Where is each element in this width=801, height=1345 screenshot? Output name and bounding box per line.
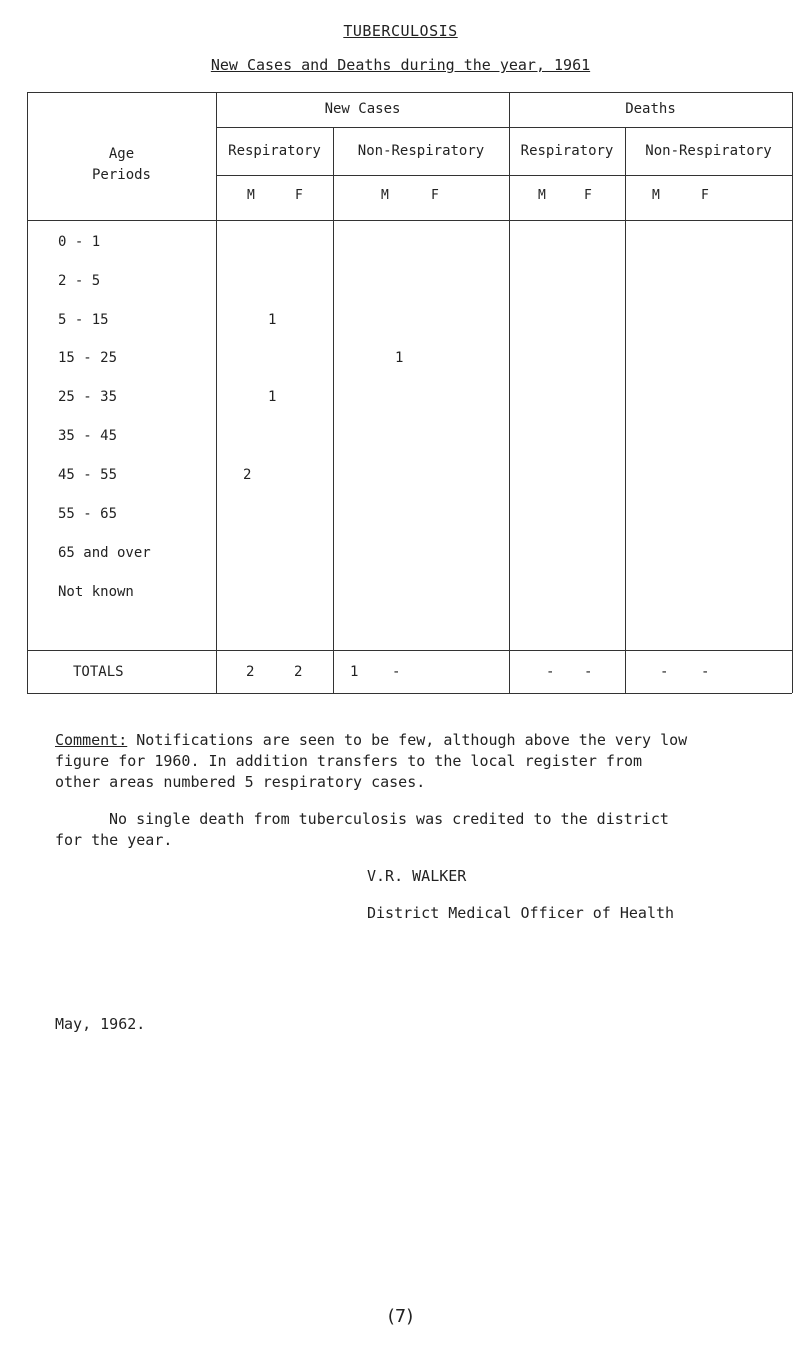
nc-resp-value: 1 — [268, 312, 277, 328]
age-cell: 65 and over — [58, 545, 151, 561]
nc-nonresp-value: 1 — [395, 350, 404, 366]
signature-title: District Medical Officer of Health — [367, 904, 675, 922]
comment-line-3: other areas numbered 5 respiratory cases. — [55, 773, 426, 791]
total-nc-resp-m: 2 — [246, 664, 255, 680]
total-d-resp-f: - — [584, 664, 593, 680]
d-non-respiratory-header: Non-Respiratory — [645, 143, 772, 159]
comment-line-2: figure for 1960. In addition transfers to the local register from — [55, 752, 642, 770]
total-nc-nonresp-m: 1 — [350, 664, 359, 680]
age-cell: 2 - 5 — [58, 273, 101, 289]
d-nonresp-f-label: F — [701, 188, 709, 203]
paragraph-2-line-2: for the year. — [55, 831, 173, 849]
d-resp-f-label: F — [584, 188, 592, 203]
nc-resp-value: 1 — [268, 389, 277, 405]
d-respiratory-header: Respiratory — [520, 143, 614, 159]
page-number: (7) — [387, 1306, 414, 1327]
total-d-resp-m: - — [546, 664, 555, 680]
comment-text-1: Notifications are seen to be few, although above the very low — [127, 731, 688, 749]
age-header: Age — [108, 146, 135, 162]
age-cell: 0 - 1 — [58, 234, 101, 250]
age-cell: 35 - 45 — [58, 428, 118, 444]
page-title: TUBERCULOSIS — [343, 22, 458, 40]
nc-nonresp-m-label: M — [381, 188, 389, 203]
signature-name: V.R. WALKER — [367, 867, 467, 885]
age-cell: 15 - 25 — [58, 350, 118, 366]
age-cell: Not known — [58, 584, 134, 600]
total-d-nonresp-m: - — [660, 664, 669, 680]
total-nc-nonresp-f: - — [392, 664, 401, 680]
page-subtitle: New Cases and Deaths during the year, 1961 — [210, 56, 591, 74]
nc-respiratory-header: Respiratory — [228, 143, 321, 159]
nc-nonresp-f-label: F — [431, 188, 439, 203]
nc-resp-m-label: M — [247, 188, 255, 203]
age-cell: 5 - 15 — [58, 312, 109, 328]
d-nonresp-m-label: M — [652, 188, 660, 203]
total-nc-resp-f: 2 — [294, 664, 303, 680]
nc-resp-f-label: F — [295, 188, 303, 203]
paragraph-2-line-1: No single death from tuberculosis was credited to the district — [109, 810, 669, 828]
periods-header: Periods — [91, 167, 151, 183]
comment-label: Comment: — [55, 731, 128, 749]
new-cases-header: New Cases — [324, 101, 401, 117]
total-d-nonresp-f: - — [701, 664, 710, 680]
age-cell: 55 - 65 — [58, 506, 118, 522]
nc-non-respiratory-header: Non-Respiratory — [357, 143, 485, 159]
age-cell: 45 - 55 — [58, 467, 118, 483]
d-resp-m-label: M — [538, 188, 546, 203]
totals-label: TOTALS — [73, 664, 124, 680]
deaths-header: Deaths — [625, 101, 676, 117]
age-cell: 25 - 35 — [58, 389, 118, 405]
date: May, 1962. — [55, 1015, 146, 1033]
nc-resp-value: 2 — [243, 467, 252, 483]
comment-line-1 — [55, 730, 687, 751]
